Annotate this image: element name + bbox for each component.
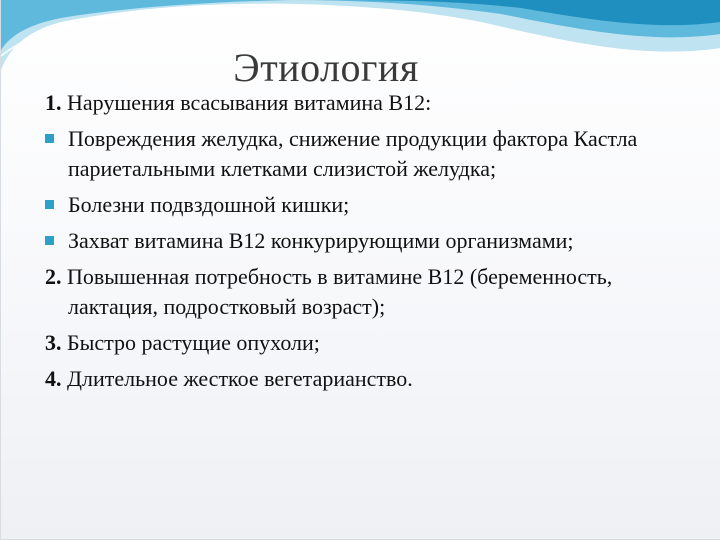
list-item-1 xyxy=(45,88,695,118)
bullet-text: Повреждения желудка, снижение продукции фактора Кастла париетальными клетками слизистой желудка; xyxy=(68,126,638,181)
item-number: 4. xyxy=(45,366,62,391)
square-bullet-icon xyxy=(45,236,54,245)
item-text: Быстро растущие опухоли; xyxy=(61,330,320,355)
list-item-2 xyxy=(45,262,695,322)
bullet-item-2 xyxy=(45,190,695,220)
item-text: Длительное жесткое вегетарианство. xyxy=(61,366,413,391)
square-bullet-icon xyxy=(45,134,54,143)
item-number: 3. xyxy=(45,330,62,355)
bullet-item-3 xyxy=(45,226,695,256)
bullet-text: Захват витамина В12 конкурирующими организмами; xyxy=(68,228,574,253)
square-bullet-icon xyxy=(45,200,54,209)
item-text: Повышенная потребность в витамине В12 (беременность, лактация, подростковый возраст); xyxy=(61,264,613,319)
slide-body xyxy=(45,88,695,400)
bullet-text: Болезни подвздошной кишки; xyxy=(68,192,350,217)
list-item-4 xyxy=(45,364,695,394)
slide-title: Этиология xyxy=(233,45,419,90)
item-number: 1. xyxy=(45,90,62,115)
bullet-item-1 xyxy=(45,124,695,184)
item-text: Нарушения всасывания витамина В12: xyxy=(61,90,432,115)
item-number: 2. xyxy=(45,264,62,289)
list-item-3 xyxy=(45,328,695,358)
